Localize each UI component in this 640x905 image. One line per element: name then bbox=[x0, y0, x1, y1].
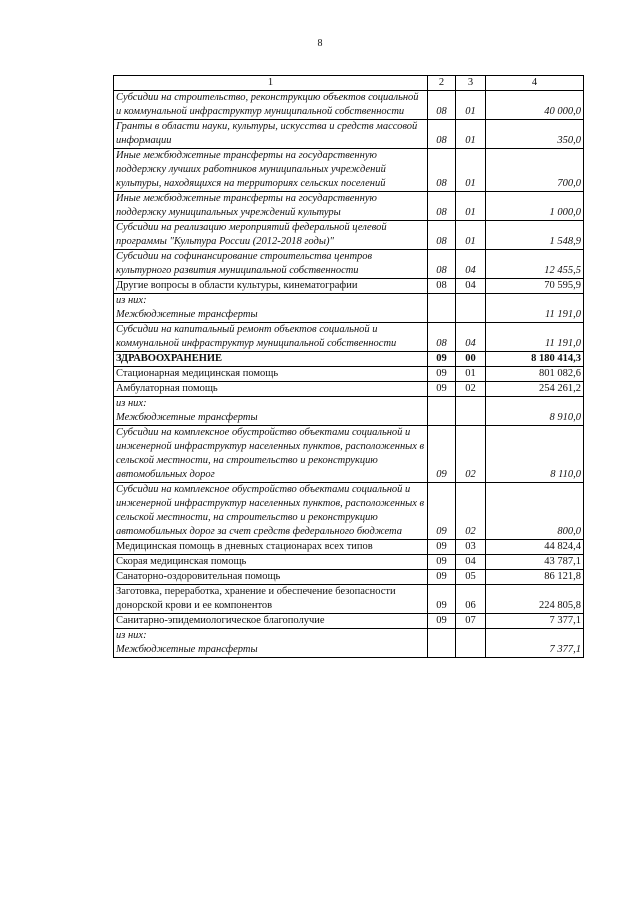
table-row bbox=[114, 483, 584, 540]
row-name: Межбюджетные трансферты bbox=[116, 309, 258, 320]
row-amount: 40 000,0 bbox=[486, 91, 584, 120]
table-row bbox=[114, 585, 584, 614]
row-name: Скорая медицинская помощь bbox=[114, 555, 428, 570]
row-amount: 86 121,8 bbox=[486, 570, 584, 585]
row-name: Субсидии на софинансирование строительства центров культурного развития муниципальной собственности bbox=[114, 250, 428, 279]
row-section: 09 bbox=[428, 426, 456, 483]
row-subsection: 00 bbox=[456, 352, 486, 367]
row-amount: 43 787,1 bbox=[486, 555, 584, 570]
table-row bbox=[114, 614, 584, 629]
row-section: 09 bbox=[428, 382, 456, 397]
row-section: 08 bbox=[428, 279, 456, 294]
table-row-section-total bbox=[114, 352, 584, 367]
table-row bbox=[114, 540, 584, 555]
table-row bbox=[114, 120, 584, 149]
table-row bbox=[114, 221, 584, 250]
row-name: Межбюджетные трансферты bbox=[116, 644, 258, 655]
table-row bbox=[114, 426, 584, 483]
row-section: 08 bbox=[428, 192, 456, 221]
row-name: Другие вопросы в области культуры, кинематографии bbox=[114, 279, 428, 294]
row-amount: 70 595,9 bbox=[486, 279, 584, 294]
row-subsection: 01 bbox=[456, 120, 486, 149]
row-amount: 7 377,1 bbox=[486, 614, 584, 629]
row-name-cell bbox=[114, 294, 428, 323]
row-name: Субсидии на комплексное обустройство объектами социальной и инженерной инфраструктур населенных пунктов, расположенных в сельской местности, на строительство и реконструкцию автомобильных дорог bbox=[114, 426, 428, 483]
row-section: 09 bbox=[428, 352, 456, 367]
table-row bbox=[114, 570, 584, 585]
table-row bbox=[114, 279, 584, 294]
table-row bbox=[114, 91, 584, 120]
row-section: 08 bbox=[428, 221, 456, 250]
row-name-cell bbox=[114, 629, 428, 658]
row-sublabel: из них: bbox=[116, 630, 147, 641]
row-sublabel: из них: bbox=[116, 295, 147, 306]
row-sublabel: из них: bbox=[116, 398, 147, 409]
row-amount: 1 548,9 bbox=[486, 221, 584, 250]
row-amount: 224 805,8 bbox=[486, 585, 584, 614]
row-subsection: 04 bbox=[456, 555, 486, 570]
table-row bbox=[114, 149, 584, 192]
row-subsection bbox=[456, 294, 486, 323]
row-section bbox=[428, 294, 456, 323]
row-section: 09 bbox=[428, 614, 456, 629]
row-amount: 8 110,0 bbox=[486, 426, 584, 483]
row-name: Гранты в области науки, культуры, искусства и средств массовой информации bbox=[114, 120, 428, 149]
row-amount: 8 910,0 bbox=[486, 397, 584, 426]
table-row bbox=[114, 367, 584, 382]
row-name: Медицинская помощь в дневных стационарах всех типов bbox=[114, 540, 428, 555]
row-subsection: 01 bbox=[456, 91, 486, 120]
budget-table bbox=[113, 75, 584, 658]
row-section: 08 bbox=[428, 250, 456, 279]
row-name: Субсидии на комплексное обустройство объектами социальной и инженерной инфраструктур населенных пунктов, расположенных в сельской местности, на строительство и реконструкцию автомобильных дорог за счет средств федерального бюджета bbox=[114, 483, 428, 540]
row-subsection: 04 bbox=[456, 250, 486, 279]
row-subsection: 03 bbox=[456, 540, 486, 555]
row-subsection: 02 bbox=[456, 483, 486, 540]
row-section: 08 bbox=[428, 120, 456, 149]
row-amount: 800,0 bbox=[486, 483, 584, 540]
row-section: 09 bbox=[428, 585, 456, 614]
row-amount: 8 180 414,3 bbox=[486, 352, 584, 367]
row-name: Субсидии на строительство, реконструкцию объектов социальной и коммунальной инфраструктур муниципальной собственности bbox=[114, 91, 428, 120]
row-amount: 44 824,4 bbox=[486, 540, 584, 555]
row-name: Субсидии на капитальный ремонт объектов социальной и коммунальной инфраструктур муниципальной собственности bbox=[114, 323, 428, 352]
row-name-cell bbox=[114, 397, 428, 426]
table-header-row bbox=[114, 76, 584, 91]
table-row bbox=[114, 250, 584, 279]
row-subsection: 05 bbox=[456, 570, 486, 585]
row-section bbox=[428, 397, 456, 426]
row-section: 09 bbox=[428, 570, 456, 585]
row-name: Санитарно-эпидемиологическое благополучие bbox=[114, 614, 428, 629]
row-subsection bbox=[456, 397, 486, 426]
row-name: ЗДРАВООХРАНЕНИЕ bbox=[114, 352, 428, 367]
page-number: 8 bbox=[317, 38, 323, 49]
row-subsection: 02 bbox=[456, 426, 486, 483]
header-col-3: 3 bbox=[456, 76, 486, 91]
row-subsection bbox=[456, 629, 486, 658]
row-subsection: 01 bbox=[456, 149, 486, 192]
row-section: 09 bbox=[428, 367, 456, 382]
row-amount: 11 191,0 bbox=[486, 294, 584, 323]
row-amount: 11 191,0 bbox=[486, 323, 584, 352]
row-name: Заготовка, переработка, хранение и обеспечение безопасности донорской крови и ее компонентов bbox=[114, 585, 428, 614]
row-subsection: 01 bbox=[456, 192, 486, 221]
row-name: Амбулаторная помощь bbox=[114, 382, 428, 397]
row-subsection: 04 bbox=[456, 323, 486, 352]
row-amount: 12 455,5 bbox=[486, 250, 584, 279]
table-row bbox=[114, 323, 584, 352]
header-col-2: 2 bbox=[428, 76, 456, 91]
row-amount: 350,0 bbox=[486, 120, 584, 149]
row-subsection: 04 bbox=[456, 279, 486, 294]
row-subsection: 01 bbox=[456, 221, 486, 250]
row-subsection: 01 bbox=[456, 367, 486, 382]
table-row bbox=[114, 555, 584, 570]
row-subsection: 02 bbox=[456, 382, 486, 397]
header-col-4: 4 bbox=[486, 76, 584, 91]
row-amount: 1 000,0 bbox=[486, 192, 584, 221]
table-row bbox=[114, 294, 584, 323]
row-section: 09 bbox=[428, 540, 456, 555]
row-section: 08 bbox=[428, 323, 456, 352]
row-name: Межбюджетные трансферты bbox=[116, 412, 258, 423]
row-name: Санаторно-оздоровительная помощь bbox=[114, 570, 428, 585]
row-section: 09 bbox=[428, 483, 456, 540]
row-subsection: 06 bbox=[456, 585, 486, 614]
table-row bbox=[114, 192, 584, 221]
row-name: Иные межбюджетные трансферты на государственную поддержку лучших работников муниципальных учреждений культуры, находящихся на территориях сельских поселений bbox=[114, 149, 428, 192]
row-name: Иные межбюджетные трансферты на государственную поддержку муниципальных учреждений культуры bbox=[114, 192, 428, 221]
table-row bbox=[114, 629, 584, 658]
row-amount: 801 082,6 bbox=[486, 367, 584, 382]
row-amount: 7 377,1 bbox=[486, 629, 584, 658]
row-name: Стационарная медицинская помощь bbox=[114, 367, 428, 382]
table-row bbox=[114, 382, 584, 397]
row-amount: 700,0 bbox=[486, 149, 584, 192]
header-col-1: 1 bbox=[114, 76, 428, 91]
row-amount: 254 261,2 bbox=[486, 382, 584, 397]
row-section: 08 bbox=[428, 91, 456, 120]
row-section: 09 bbox=[428, 555, 456, 570]
row-name: Субсидии на реализацию мероприятий федеральной целевой программы "Культура России (2012-2018 годы)" bbox=[114, 221, 428, 250]
row-section bbox=[428, 629, 456, 658]
table-row bbox=[114, 397, 584, 426]
row-subsection: 07 bbox=[456, 614, 486, 629]
row-section: 08 bbox=[428, 149, 456, 192]
